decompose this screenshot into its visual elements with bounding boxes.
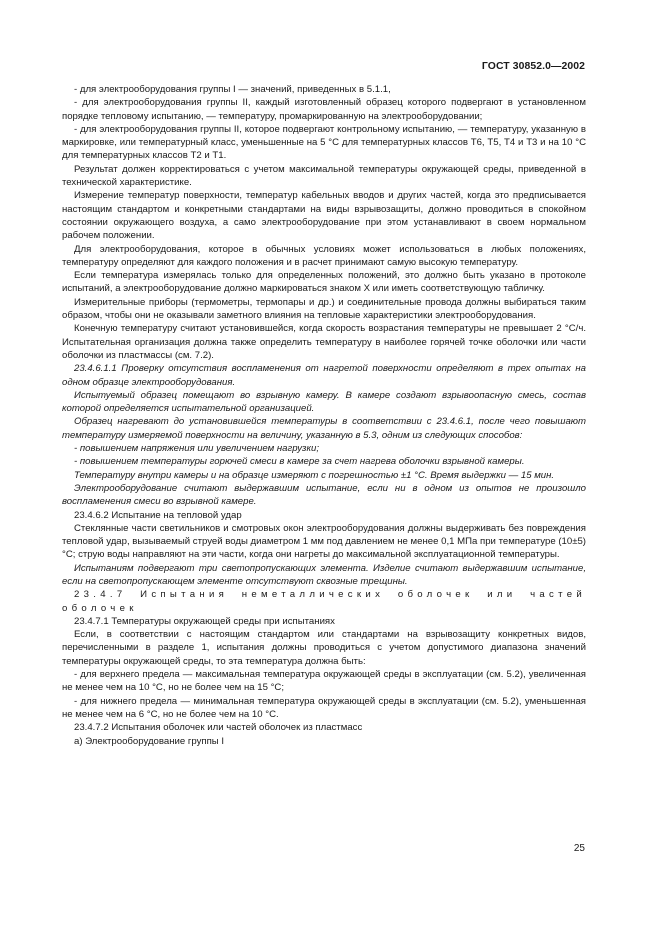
paragraph: - для нижнего предела — минимальная температура окружающей среды в эксплуатации (см. 5.2), уменьшенная не менее чем на 6 °С, но не более чем на 10 °С. [62, 695, 586, 720]
paragraph: Стеклянные части светильников и смотровых окон электрооборудования должны выдерживать без повреждения тепловой удар, вызываемый струей воды диаметром 1 мм под давлением не менее 0,1 МПа при температуре (10±5) °С; струю воды направляют на эти части, когда они нагреты до максимальной эксплуатационной температуры. [62, 522, 586, 561]
paragraph: Температуру внутри камеры и на образце измеряют с погрешностью ±1 °С. Время выдержки — 15 мин. [74, 469, 555, 481]
paragraph: Конечную температуру считают установившейся, когда скорость возрастания температуры не превышает 2 °С/ч. Испытательная организация должна также определить температуру в наиболее горячей точке оболочки или части оболочки из пластмассы (см. 7.2). [62, 323, 586, 361]
document-header: ГОСТ 30852.0—2002 [481, 61, 585, 72]
paragraph: - для электрооборудования группы II, которое подвергают контрольному испытанию, — температуру, указанную в маркировке, или температурный класс, уменьшенные на 5 °С для температурных классов Т6, Т5, Т4 и Т3 и на 10 °С для температурных классов Т2 и Т1. [62, 123, 586, 162]
paragraph: 23.4.6.1.1 Проверку отсутствия воспламенения от нагретой поверхности определяют в трех опытах на одном образце электрооборудования. [62, 363, 586, 388]
paragraph: Результат должен корректироваться с учетом максимальной температуры окружающей среды, приведенной в технической характеристике. [62, 163, 586, 189]
paragraph: Если температура измерялась только для определенных положений, это должно быть указано в протоколе испытаний, а электрооборудование должно маркироваться знаком X или иметь соответствующую табличку. [62, 270, 586, 295]
paragraph: Испытуемый образец помещают во взрывную камеру. В камере создают взрывоопасную смесь, состав которой определяется испытательной организацией. [62, 389, 586, 415]
paragraph: Измерение температур поверхности, температур кабельных вводов и других частей, когда это предписывается настоящим стандартом и конкретными стандартами на виды взрывозащиты, должно проводиться в спокойном состоянии окружающего воздуха, а само электрооборудование при этом устанавливают в своем нормальном рабочем положении. [62, 190, 586, 242]
paragraph: 23.4.6.2 Испытание на тепловой удар [74, 509, 242, 521]
paragraph: Измерительные приборы (термометры, термопары и др.) и соединительные провода должны выбираться таким образом, чтобы они не оказывали заметного влияния на тепловые характеристики электрооборудования. [62, 296, 586, 322]
page-number: 25 [573, 843, 585, 854]
paragraph: а) Электрооборудование группы I [74, 735, 225, 747]
paragraph: 23.4.7.1 Температуры окружающей среды при испытаниях [74, 615, 335, 627]
paragraph: Электрооборудование считают выдержавшим испытание, если ни в одном из опытов не произошло воспламенения смеси во взрывной камере. [62, 482, 586, 508]
paragraph: - для верхнего предела — максимальная температура окружающей среды в эксплуатации (см. 5.2), увеличенная не менее чем на 10 °С, но не более чем на 15 °С; [62, 669, 586, 694]
paragraph: 23.4.7.2 Испытания оболочек или частей оболочек из пластмасс [74, 722, 363, 734]
document-body [62, 83, 586, 748]
paragraph: - для электрооборудования группы I — значений, приведенных в 5.1.1, [74, 84, 391, 95]
paragraph: - повышением температуры горючей смеси в камере за счет нагрева оболочки взрывной камеры. [74, 456, 525, 468]
paragraph: Для электрооборудования, которое в обычных условиях может использоваться в любых положениях, температуру определяют для каждого положения и в расчет принимают самую высокую температуру. [62, 243, 586, 268]
paragraph: Если, в соответствии с настоящим стандартом или стандартами на взрывозащиту конкретных видов, перечисленными в разделе 1, испытания должны проводиться с учетом допустимого диапазона значений температуры окружающей среды, то эта температура должна быть: [62, 629, 586, 667]
paragraph: - для электрооборудования группы II, каждый изготовленный образец которого подвергают в установленном порядке тепловому испытанию, — температуру, промаркированную на электрооборудовании; [62, 97, 586, 122]
paragraph: 23.4.7 Испытания неметаллических оболочек или частей оболочек [62, 589, 586, 614]
paragraph: Образец нагревают до установившейся температуры в соответствии с 23.4.6.1, после чего повышают температуру измеряемой поверхности на величину, указанную в 5.3, одним из следующих способов: [62, 416, 586, 441]
paragraph: - повышением напряжения или увеличением нагрузки; [74, 443, 320, 455]
paragraph: Испытаниям подвергают три светопропускающих элемента. Изделие считают выдержавшим испытание, если на светопропускающем элементе отсутствуют сквозные трещины. [62, 562, 586, 587]
